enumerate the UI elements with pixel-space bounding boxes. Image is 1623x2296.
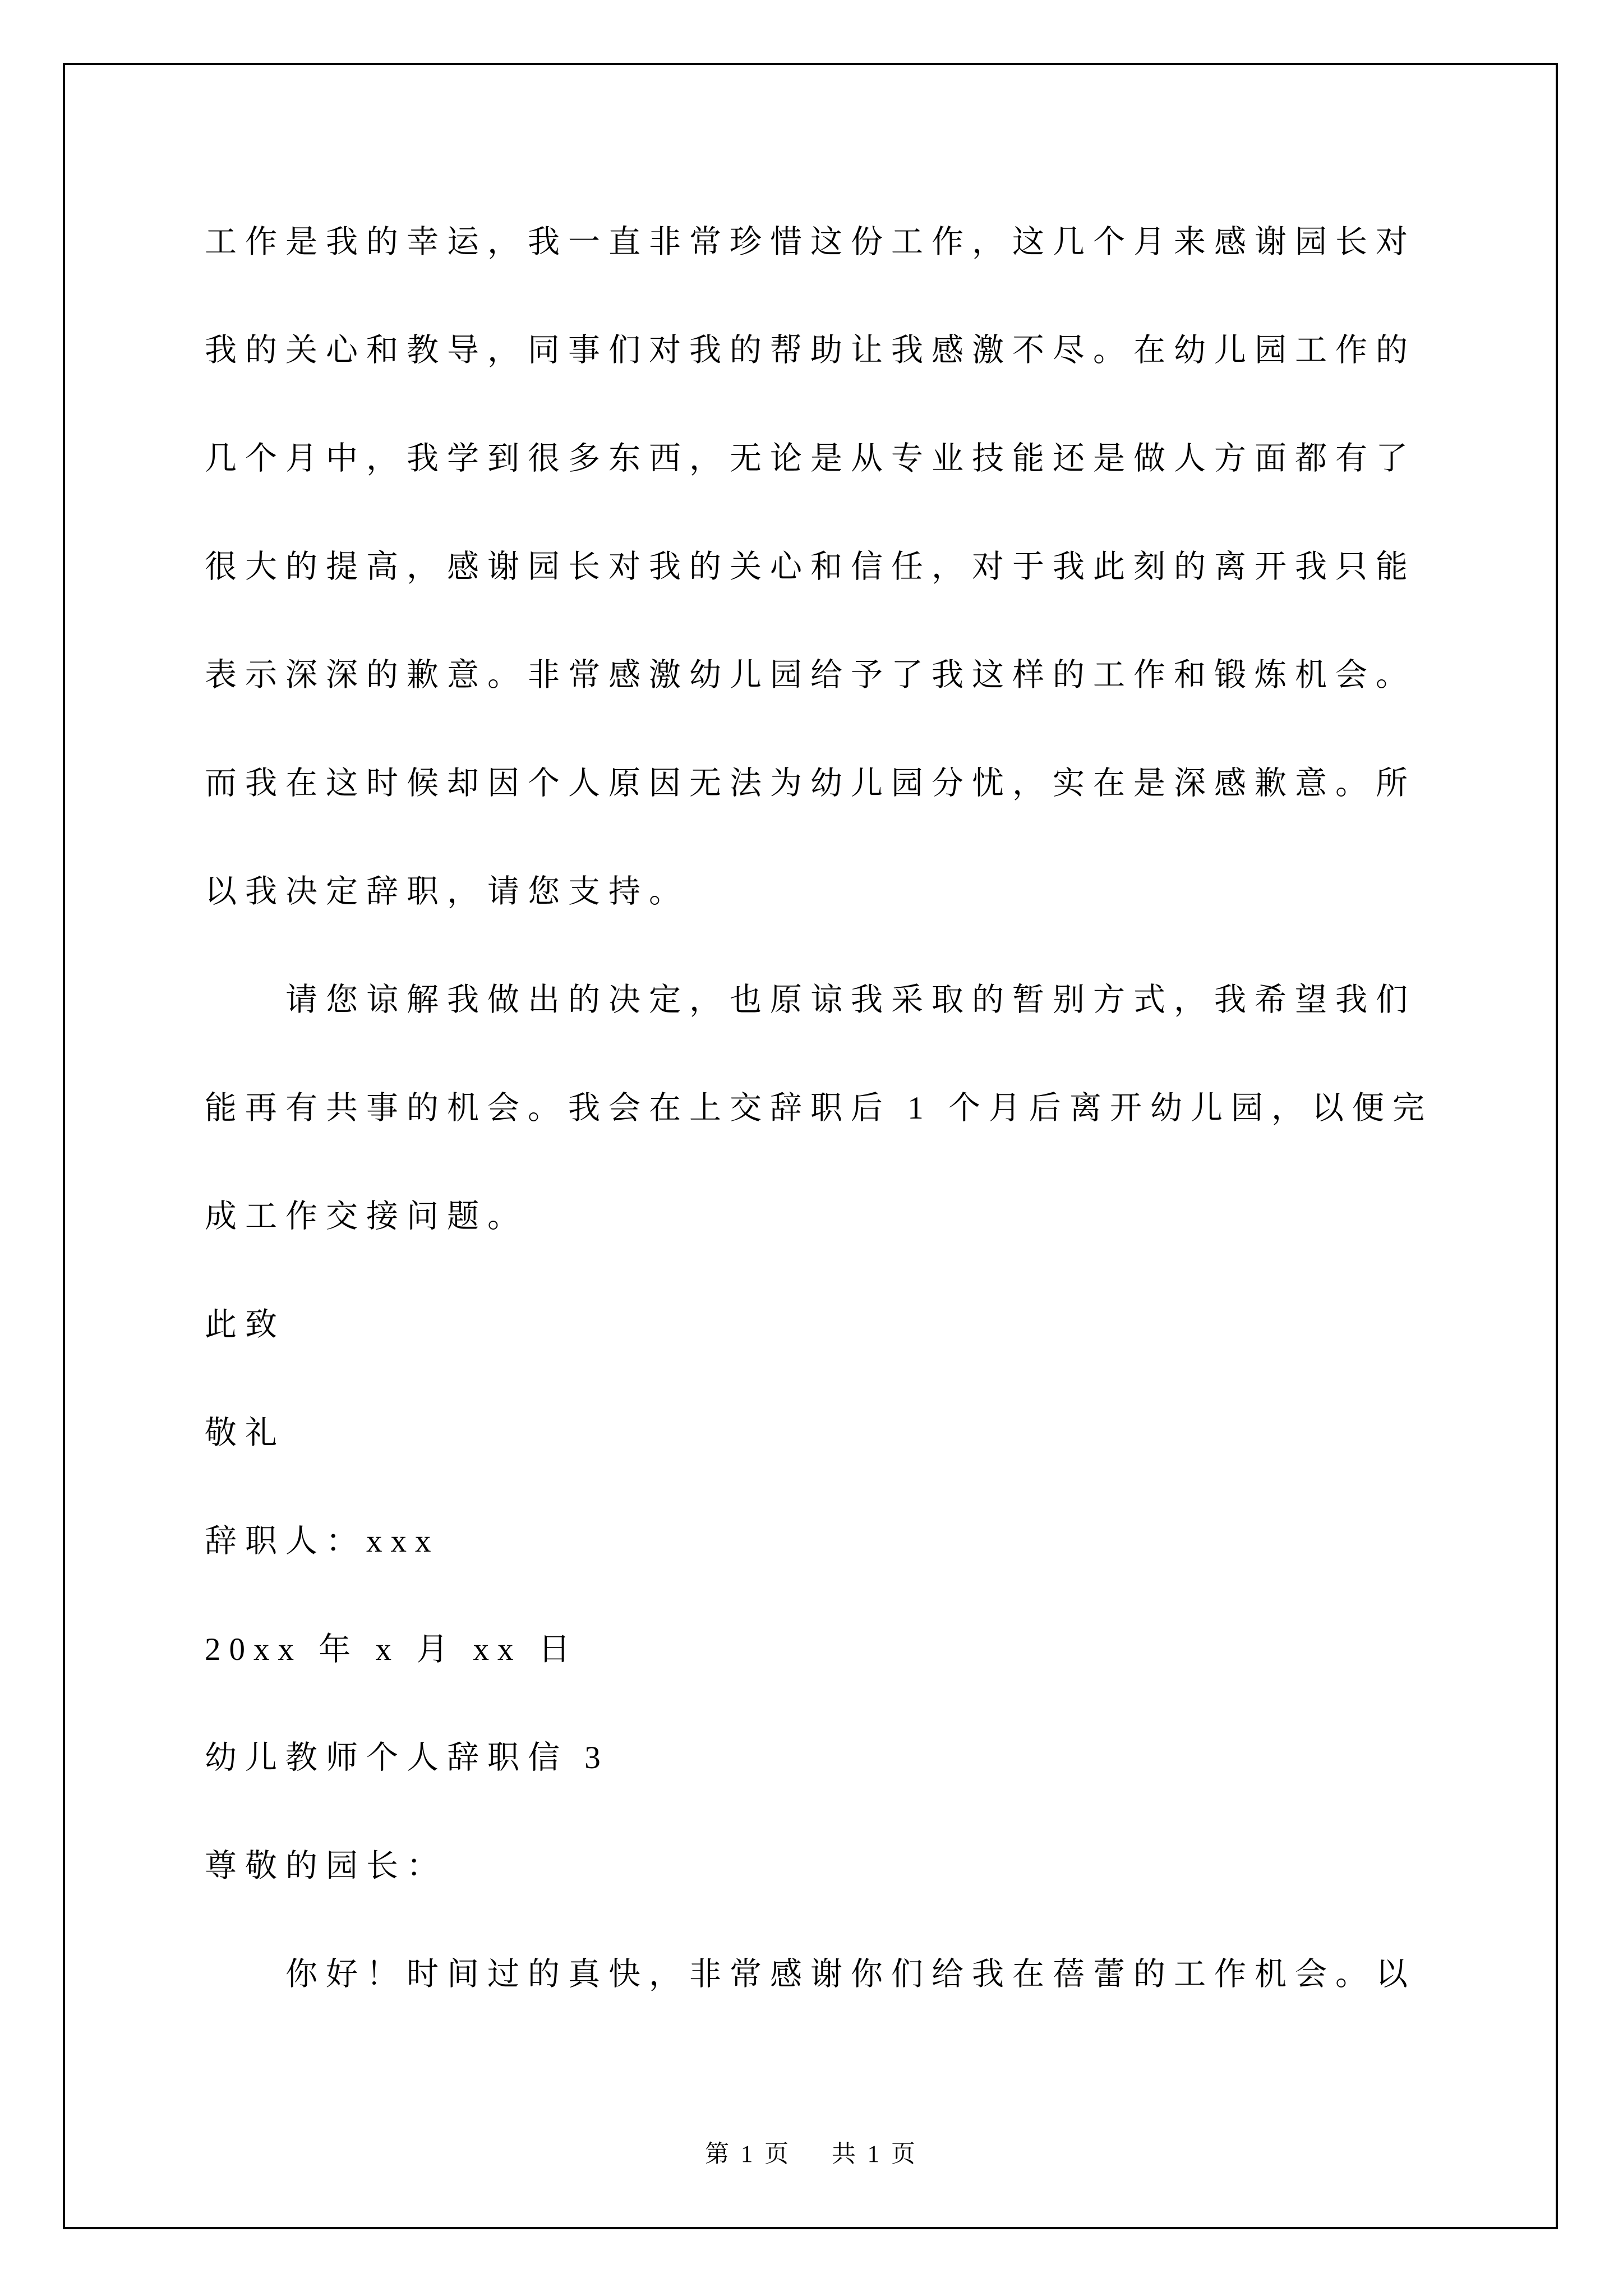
text-line: 成工作交接问题。	[205, 1199, 528, 1234]
text-line: 能再有共事的机会。我会在上交辞职后 1 个月后离开幼儿园，以便完	[205, 1091, 1433, 1126]
text-line: 辞职人：xxx	[205, 1524, 440, 1559]
text-line: 而我在这时候却因个人原因无法为幼儿园分忧，实在是深感歉意。所	[205, 766, 1416, 801]
page-count-total: 共 1 页	[831, 2141, 918, 2168]
text-line: 幼儿教师个人辞职信 3	[205, 1740, 609, 1775]
text-line: 我的关心和教导，同事们对我的帮助让我感激不尽。在幼儿园工作的	[205, 333, 1416, 368]
text-line: 请您谅解我做出的决定，也原谅我采取的暂别方式，我希望我们	[285, 982, 1416, 1018]
document-text	[205, 188, 1433, 2028]
text-line: 几个月中，我学到很多东西，无论是从专业技能还是做人方面都有了	[205, 441, 1416, 476]
page-number-current: 第 1 页	[705, 2141, 792, 2168]
text-line: 工作是我的幸运，我一直非常珍惜这份工作，这几个月来感谢园长对	[205, 224, 1416, 260]
text-line: 表示深深的歉意。非常感激幼儿园给予了我这样的工作和锻炼机会。	[205, 657, 1416, 693]
text-line: 你好！时间过的真快，非常感谢你们给我在蓓蕾的工作机会。以	[285, 1957, 1416, 1992]
text-line: 很大的提高，感谢园长对我的关心和信任，对于我此刻的离开我只能	[205, 549, 1416, 585]
page-footer	[0, 2135, 1623, 2169]
text-line: 以我决定辞职，请您支持。	[205, 874, 689, 909]
text-line: 此致	[205, 1307, 285, 1342]
text-line: 尊敬的园长：	[205, 1848, 447, 1884]
text-line: 敬礼	[205, 1415, 285, 1451]
text-line: 20xx 年 x 月 xx 日	[205, 1632, 579, 1667]
